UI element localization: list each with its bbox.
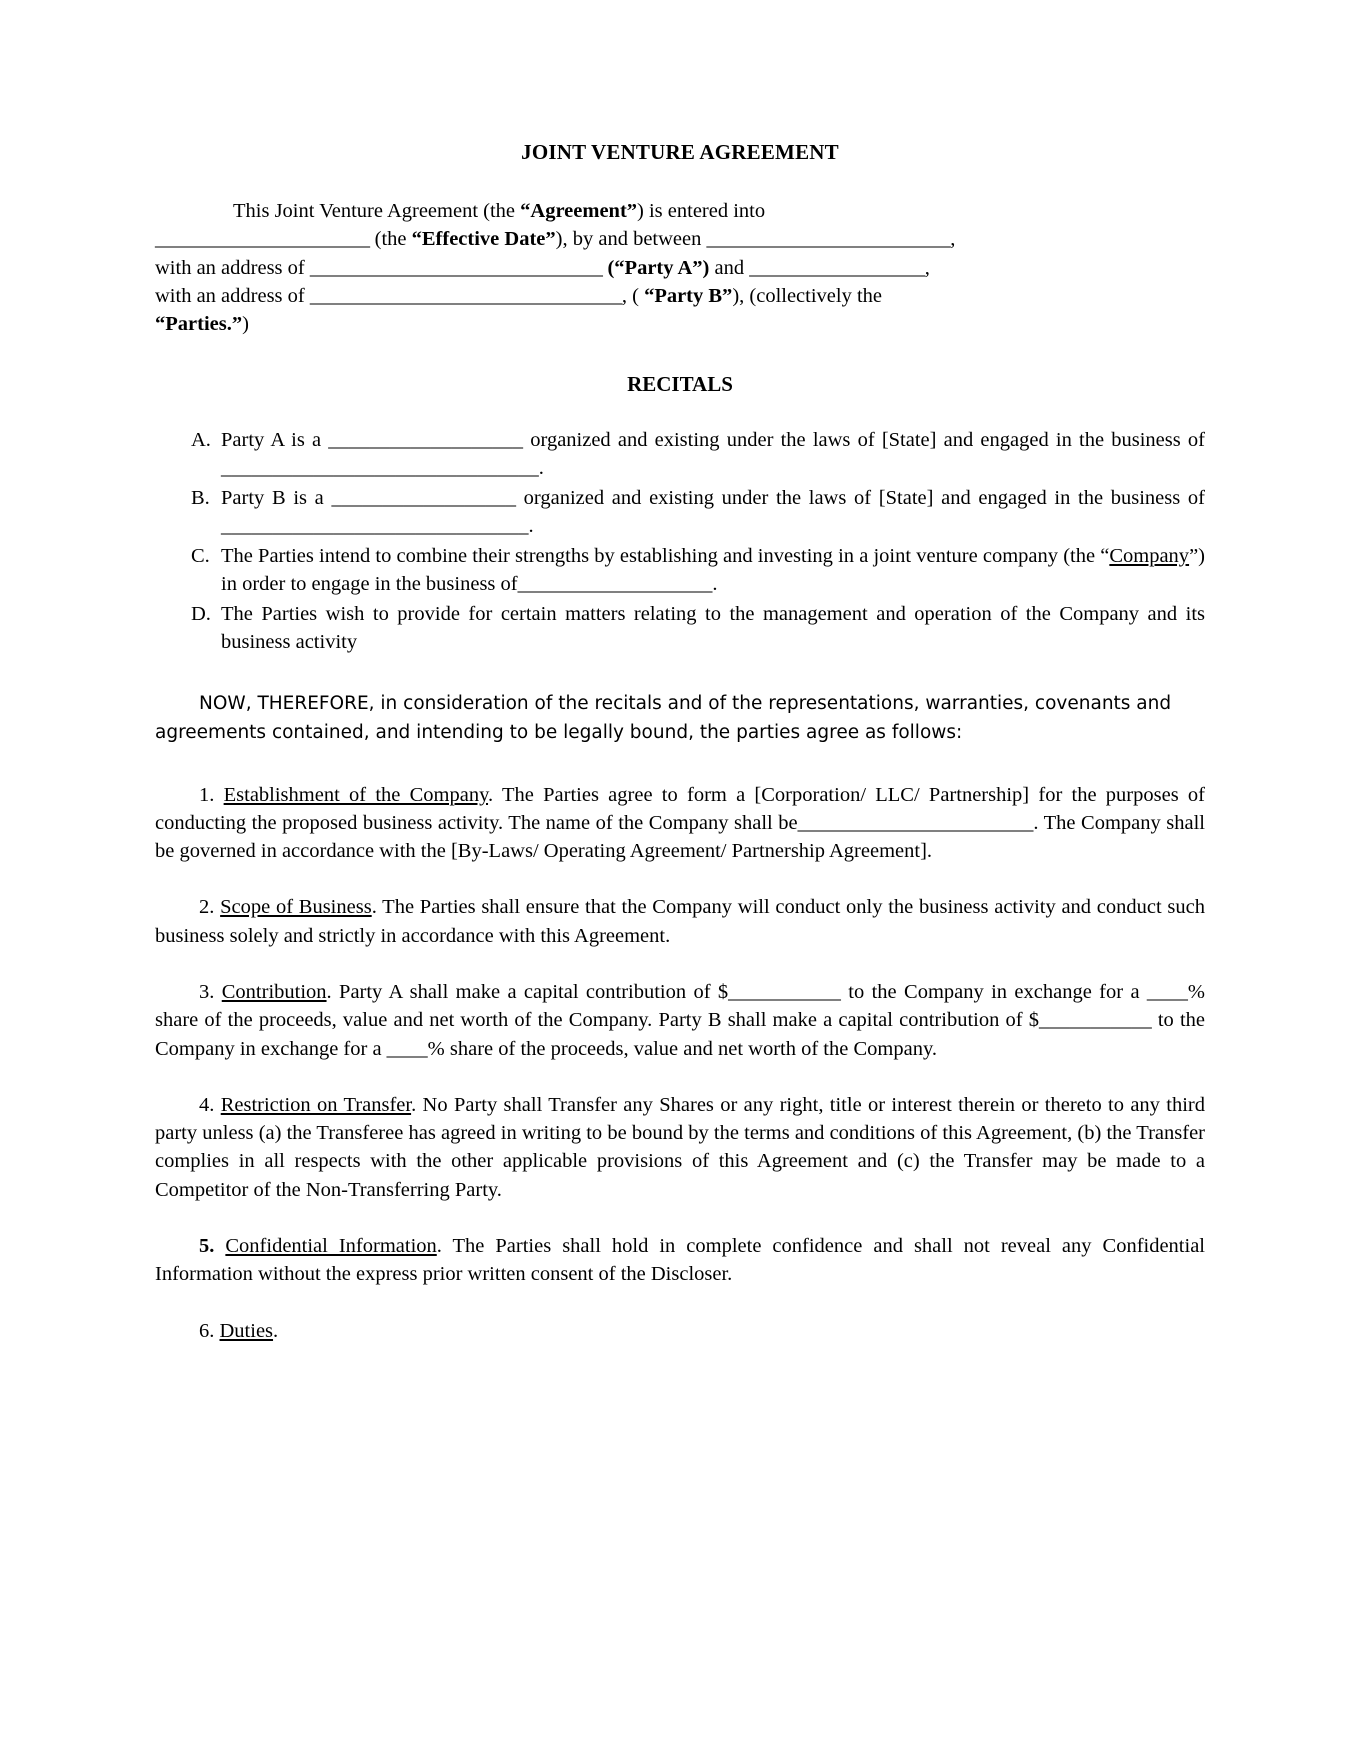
- parties-term: “Parties.”: [155, 313, 243, 336]
- recital-text-c-post: ”) in order to engage in the business of___________________.: [221, 544, 1205, 595]
- clause-2: [155, 893, 1205, 950]
- clause-4-text: . No Party shall Transfer any Shares or any right, title or interest therein or thereto to any third party unless (a) the Transferee has agreed in writing to be bound by the terms and conditions of this Agreement, (b) the Transfer complies in all respects with the other applicable provisions of this Agreement and (c) the Transfer may be made to a Competitor of the Non-Transferring Party.: [155, 1093, 1205, 1201]
- recital-marker-d: D.: [191, 602, 211, 625]
- intro-blank-2: _________________________: [706, 228, 951, 251]
- intro-blank-4: __________________: [749, 256, 925, 279]
- agreement-term: “Agreement”: [520, 200, 638, 222]
- page-title: JOINT VENTURE AGREEMENT: [521, 140, 839, 164]
- recital-text-d: The Parties wish to provide for certain matters relating to the management and operation of the Company and its business activity: [221, 602, 1205, 653]
- clause-1-text: . The Parties agree to form a [Corporation/ LLC/ Partnership] for the purposes of conducting the proposed business activity. The name of the Company shall be_______________________. The Company shall be governed in accordance with the [By-Laws/ Operating Agreement/ Partnership Agreement].: [155, 783, 1206, 863]
- clause-4-heading: Restriction on Transfer: [220, 1093, 412, 1116]
- intro-text-1: This Joint Venture Agreement (the: [233, 200, 521, 222]
- clause-1: [155, 781, 1205, 866]
- recitals-list: [155, 427, 1205, 656]
- clause-6: [155, 1317, 1205, 1345]
- recitals-heading: RECITALS: [627, 372, 733, 397]
- intro-text-3: (the: [369, 228, 412, 251]
- clause-3-heading: Contribution: [221, 981, 327, 1004]
- clause-2-heading: Scope of Business: [220, 896, 372, 919]
- clause-6-heading: Duties: [219, 1319, 274, 1342]
- intro-paragraph: [155, 197, 1205, 338]
- clause-1-heading: Establishment of the Company: [223, 783, 489, 806]
- recital-text-b: Party B is a __________________ organized and existing under the laws of [State] and engaged in the business of ______________________________.: [221, 487, 1205, 538]
- intro-text-4: ), by and between: [555, 228, 707, 251]
- now-therefore-paragraph: NOW, THEREFORE, in consideration of the recitals and of the representations, warranties, covenants and agreements contained, and intending to be legally bound, the parties agree as follows:: [155, 693, 1172, 743]
- recital-item-d: [155, 601, 1205, 657]
- recital-text-a: Party A is a ___________________ organized and existing under the laws of [State] and engaged in the business of _______________________________.: [221, 429, 1205, 480]
- clause-6-number: 6.: [199, 1319, 215, 1342]
- clause-4-number: 4.: [199, 1093, 215, 1116]
- clause-3-text: . Party A shall make a capital contribution of $___________ to the Company in exchange for a ____% share of the proceeds, value and net worth of the Company. Party B shall make a capital contribution of $___________ to the Company in exchange for a ____% share of the proceeds, value and net worth of the Company.: [155, 981, 1205, 1060]
- intro-text-7: ,: [924, 256, 930, 279]
- clause-1-number: 1.: [199, 783, 215, 806]
- intro-text-9: ), (collectively the: [732, 284, 883, 307]
- clause-5-text: . The Parties shall hold in complete confidence and shall not reveal any Confidential Information without the express prior written consent of the Discloser.: [155, 1235, 1205, 1286]
- intro-address-label-1: with an address of: [155, 256, 310, 279]
- recital-text-c-pre: The Parties intend to combine their strengths by establishing and investing in a joint venture company (the “: [221, 544, 1110, 567]
- intro-text-8: , (: [621, 284, 645, 307]
- clause-3: [155, 978, 1205, 1063]
- recital-marker-c: C.: [191, 544, 210, 567]
- recital-item-c: [155, 543, 1205, 599]
- intro-text-2: ) is entered into: [637, 200, 766, 222]
- clause-2-number: 2.: [199, 896, 215, 919]
- recital-item-b: [155, 485, 1205, 541]
- intro-address-label-2: with an address of: [155, 284, 310, 307]
- company-term: Company: [1109, 544, 1190, 567]
- clause-4: [155, 1091, 1205, 1204]
- clause-5-heading: Confidential Information: [225, 1235, 437, 1257]
- clause-6-text: .: [273, 1319, 279, 1342]
- clause-2-text: . The Parties shall ensure that the Company will conduct only the business activity and conduct such business solely and strictly in accordance with this Agreement.: [155, 896, 1205, 947]
- intro-blank-1: ______________________: [155, 228, 370, 251]
- intro-text-5: ,: [950, 228, 956, 251]
- intro-blank-5: ________________________________: [309, 284, 622, 307]
- intro-text-6: and: [709, 256, 750, 279]
- intro-text-10: ): [242, 313, 249, 336]
- recital-marker-b: B.: [191, 487, 210, 510]
- clause-5-number: 5.: [199, 1235, 215, 1257]
- clause-3-number: 3.: [199, 981, 215, 1004]
- recital-item-a: [155, 427, 1205, 483]
- effective-date-term: “Effective Date”: [411, 228, 556, 251]
- clause-5: [155, 1232, 1205, 1289]
- party-b-term: “Party B”: [644, 284, 733, 307]
- intro-blank-3: ______________________________: [309, 256, 603, 279]
- recital-marker-a: A.: [191, 429, 211, 452]
- party-a-term: (“Party A”): [607, 256, 710, 279]
